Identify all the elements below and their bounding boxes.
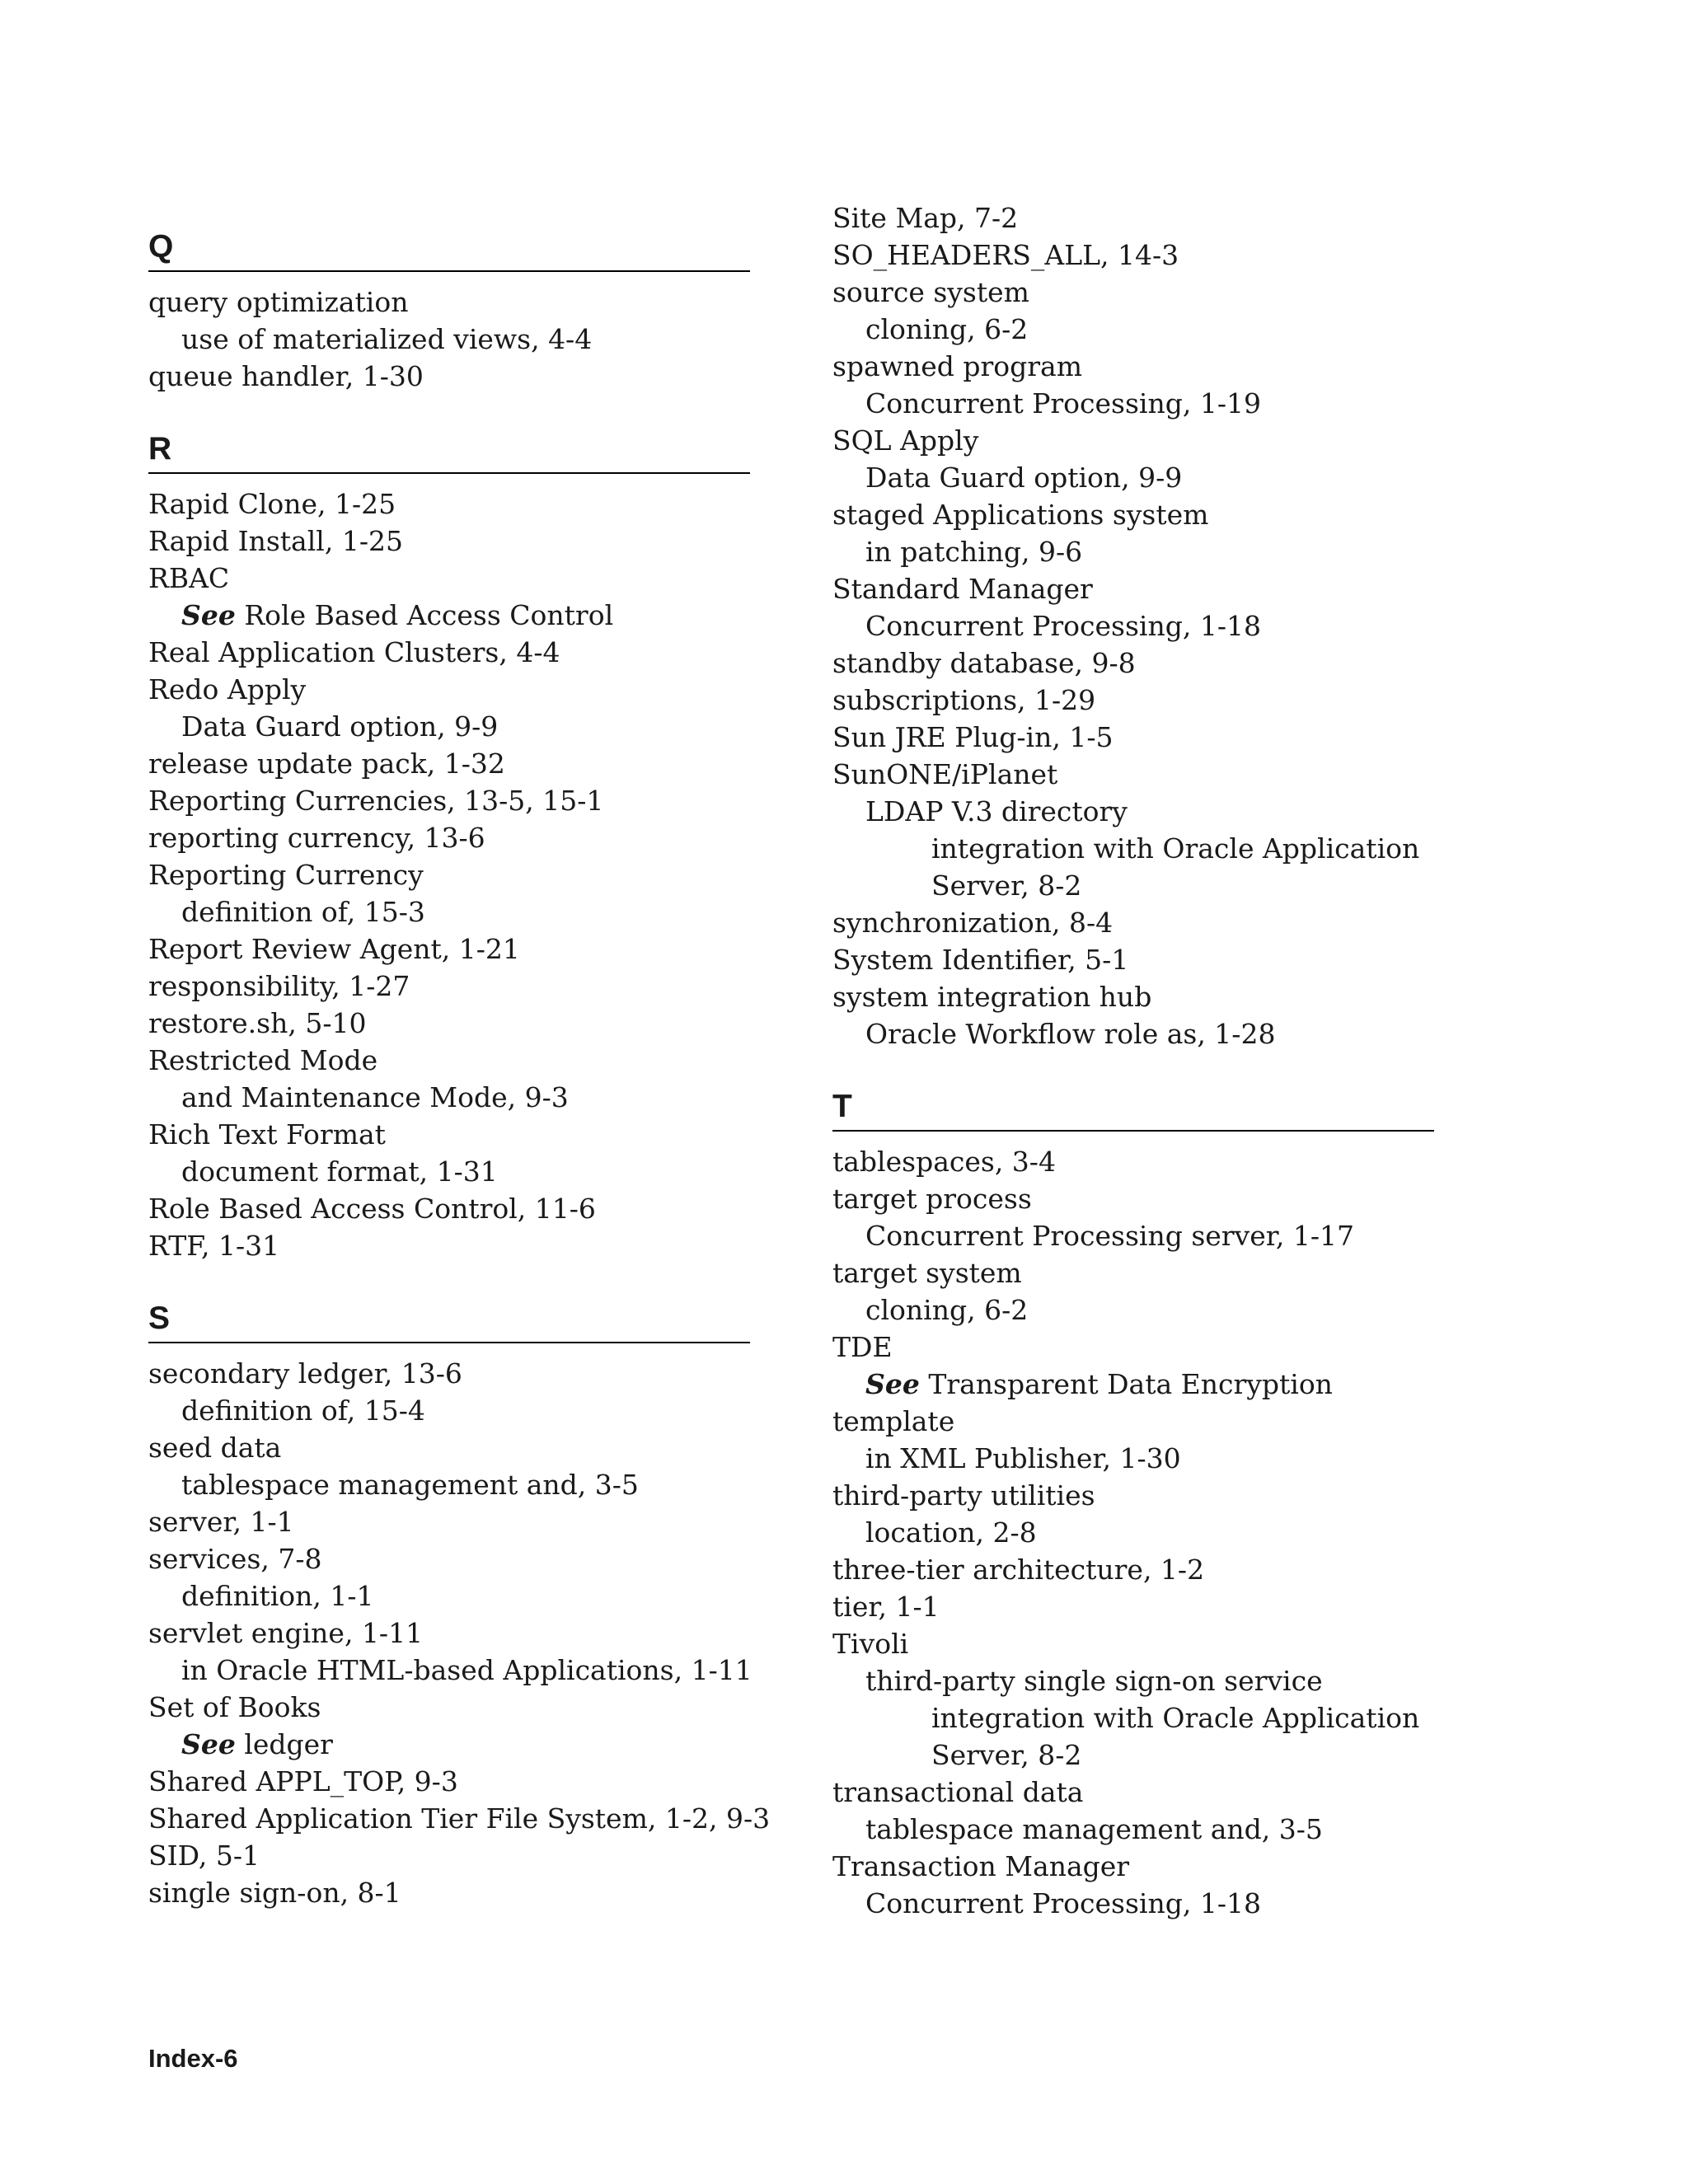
index-entry-text: Shared Application Tier File System, 1-2, 9-3	[148, 1802, 771, 1835]
index-entry-text: Concurrent Processing, 1-19	[865, 387, 1261, 419]
index-section	[148, 1301, 771, 1911]
index-entry	[832, 533, 1434, 570]
section-letter-heading: R	[148, 431, 750, 474]
index-entry	[832, 1885, 1434, 1922]
index-entry-text: spawned program	[832, 350, 1083, 382]
index-entry	[832, 1625, 1434, 1662]
index-entry	[832, 237, 1434, 274]
index-entry-text: Site Map, 7-2	[832, 202, 1019, 234]
index-entry-text: Shared APPL_TOP, 9-3	[148, 1765, 458, 1797]
index-entry-text: definition, 1-1	[181, 1580, 374, 1612]
index-entry	[148, 1429, 750, 1466]
index-entry-text: LDAP V.3 directory	[865, 795, 1128, 827]
index-entry-text: Tivoli	[832, 1628, 909, 1660]
index-section	[832, 1089, 1434, 1922]
index-entry	[148, 560, 750, 597]
index-entry-text: synchronization, 8-4	[832, 907, 1114, 939]
index-entry	[148, 1005, 750, 1042]
index-entry	[148, 1190, 750, 1227]
index-entry-text: Rich Text Format	[148, 1118, 386, 1151]
index-entry	[148, 597, 750, 634]
index-entry-text: and Maintenance Mode, 9-3	[181, 1081, 569, 1113]
index-entry	[832, 941, 1434, 978]
index-entry-text: cloning, 6-2	[865, 313, 1029, 345]
index-entry-text: Concurrent Processing, 1-18	[865, 610, 1261, 642]
index-entry-text: target system	[832, 1257, 1022, 1289]
index-entry-text: restore.sh, 5-10	[148, 1007, 367, 1039]
index-entry	[832, 1811, 1434, 1848]
index-entry	[148, 1042, 750, 1079]
index-entry-text: source system	[832, 276, 1029, 308]
index-section	[148, 229, 750, 395]
index-entry-text: Restricted Mode	[148, 1044, 378, 1076]
index-entry-text: definition of, 15-3	[181, 896, 425, 928]
index-column-right	[832, 199, 1434, 1922]
index-entry-text: Server, 8-2	[931, 869, 1082, 902]
index-entry	[148, 1689, 750, 1726]
index-entry	[832, 756, 1434, 793]
index-entry	[832, 1736, 1434, 1774]
index-entry	[832, 1551, 1434, 1588]
index-entry-text: Server, 8-2	[931, 1739, 1082, 1771]
index-entry-text: Standard Manager	[832, 573, 1093, 605]
index-entry	[832, 1662, 1434, 1699]
index-entry-text: query optimization	[148, 286, 409, 318]
index-entry-text: in patching, 9-6	[865, 536, 1083, 568]
index-entry	[832, 274, 1434, 311]
index-entry	[148, 358, 750, 395]
index-entry-text: target process	[832, 1183, 1032, 1215]
index-entry-text: Data Guard option, 9-9	[181, 710, 499, 743]
see-reference-label: See	[865, 1368, 920, 1400]
index-entry-text: Reporting Currency	[148, 859, 424, 891]
index-entry	[832, 348, 1434, 385]
index-entry-text: Rapid Install, 1-25	[148, 525, 403, 557]
index-entry-text: SO_HEADERS_ALL, 14-3	[832, 239, 1179, 271]
index-entry	[832, 1366, 1434, 1403]
index-entry-text: in Oracle HTML-based Applications, 1-11	[181, 1654, 753, 1686]
index-entry-text: Role Based Access Control, 11-6	[148, 1193, 596, 1225]
index-entry-text: template	[832, 1405, 955, 1437]
index-entry	[832, 904, 1434, 941]
index-entry-text: servlet engine, 1-11	[148, 1617, 424, 1649]
index-entry	[148, 708, 750, 745]
index-entry	[148, 1615, 750, 1652]
index-entry-text: TDE	[832, 1331, 893, 1363]
index-entry	[832, 867, 1434, 904]
index-entry-text: RBAC	[148, 562, 230, 594]
section-letter-heading: T	[832, 1089, 1434, 1132]
index-entry-text: use of materialized views, 4-4	[181, 323, 593, 355]
index-entry	[148, 1874, 750, 1911]
index-entry	[148, 1837, 750, 1874]
index-entry	[148, 893, 750, 930]
section-letter-heading: S	[148, 1301, 750, 1343]
index-entry-text: SunONE/iPlanet	[832, 758, 1058, 790]
index-entry	[148, 745, 750, 782]
index-entry-text: reporting currency, 13-6	[148, 822, 485, 854]
index-entry	[832, 607, 1434, 644]
index-entry-text: services, 7-8	[148, 1543, 322, 1575]
index-entry	[832, 793, 1434, 830]
index-entry	[832, 978, 1434, 1015]
see-reference-label: See	[181, 1728, 236, 1760]
index-entry-text: System Identifier, 5-1	[832, 944, 1129, 976]
index-entry	[832, 1217, 1434, 1254]
index-entry-text: integration with Oracle Application	[931, 832, 1420, 865]
index-entry-text: document format, 1-31	[181, 1155, 498, 1188]
index-entry	[148, 968, 750, 1005]
index-entry	[832, 570, 1434, 607]
index-entry-text: transactional data	[832, 1776, 1084, 1808]
index-entry-text: queue handler, 1-30	[148, 360, 424, 392]
index-entry-text: Oracle Workflow role as, 1-28	[865, 1018, 1276, 1050]
index-section	[148, 431, 750, 1264]
index-entry	[832, 385, 1434, 422]
index-entry-text: staged Applications system	[832, 499, 1209, 531]
index-entry-text: standby database, 9-8	[832, 647, 1136, 679]
index-entry	[832, 496, 1434, 533]
index-entry	[148, 1577, 750, 1615]
index-entry	[148, 1800, 771, 1837]
index-entry-text: secondary ledger, 13-6	[148, 1357, 462, 1390]
index-entry	[832, 1848, 1434, 1885]
index-entry	[832, 311, 1434, 348]
index-entry	[148, 1540, 750, 1577]
index-entry	[148, 284, 750, 321]
index-entry	[148, 671, 750, 708]
index-entry-text: RTF, 1-31	[148, 1230, 280, 1262]
index-entry	[148, 1116, 750, 1153]
index-entry	[148, 1355, 750, 1392]
index-entry	[832, 422, 1434, 459]
index-entry-text: Transparent Data Encryption	[919, 1368, 1333, 1400]
index-entry	[832, 199, 1434, 237]
index-entry-text: release update pack, 1-32	[148, 748, 505, 780]
index-entry-text: definition of, 15-4	[181, 1394, 425, 1427]
index-entry	[832, 644, 1434, 682]
index-entry-text: tablespace management and, 3-5	[181, 1469, 639, 1501]
index-entry	[148, 1652, 753, 1689]
index-entry	[148, 634, 750, 671]
index-entry	[148, 930, 750, 968]
page-footer: Index-6	[148, 2044, 238, 2073]
index-entry-text: integration with Oracle Application	[931, 1702, 1420, 1734]
index-entry-text: third-party utilities	[832, 1479, 1095, 1511]
index-entry-text: Rapid Clone, 1-25	[148, 488, 396, 520]
index-entry-text: tablespaces, 3-4	[832, 1146, 1056, 1178]
index-entry	[148, 1079, 750, 1116]
index-entry-text: Reporting Currencies, 13-5, 15-1	[148, 785, 604, 817]
index-entry-text: Set of Books	[148, 1691, 321, 1723]
index-entry-text: third-party single sign-on service	[865, 1665, 1323, 1697]
index-entry-text: SQL Apply	[832, 424, 979, 457]
index-entry-text: Sun JRE Plug-in, 1-5	[832, 721, 1114, 753]
index-entry-text: Transaction Manager	[832, 1850, 1130, 1882]
index-entry	[148, 321, 750, 358]
index-entry	[832, 1403, 1434, 1440]
index-entry	[832, 459, 1434, 496]
see-reference-label: See	[181, 599, 236, 631]
index-entry-text: server, 1-1	[148, 1506, 294, 1538]
index-entry	[832, 1440, 1434, 1477]
index-entry	[148, 1392, 750, 1429]
index-entry-text: three-tier architecture, 1-2	[832, 1554, 1205, 1586]
index-entry	[832, 1699, 1434, 1736]
index-entry-text: single sign-on, 8-1	[148, 1877, 401, 1909]
index-entry	[832, 682, 1434, 719]
index-entry	[832, 830, 1434, 867]
index-entry	[148, 485, 750, 523]
index-entry-text: in XML Publisher, 1-30	[865, 1442, 1181, 1474]
index-entry-text: Role Based Access Control	[235, 599, 614, 631]
index-section	[832, 199, 1434, 1052]
index-entry	[148, 819, 750, 856]
index-entry-text: cloning, 6-2	[865, 1294, 1029, 1326]
index-entry-text: system integration hub	[832, 981, 1152, 1013]
index-entry-text: seed data	[148, 1432, 282, 1464]
index-entry	[148, 856, 750, 893]
index-entry	[148, 1227, 750, 1264]
index-entry	[832, 1477, 1434, 1514]
index-entry	[148, 1503, 750, 1540]
section-letter-heading: Q	[148, 229, 750, 272]
index-entry-text: tablespace management and, 3-5	[865, 1813, 1323, 1845]
index-entry-text: Data Guard option, 9-9	[865, 462, 1183, 494]
index-entry-text: Report Review Agent, 1-21	[148, 933, 520, 965]
index-entry	[148, 1153, 750, 1190]
index-entry-text: responsibility, 1-27	[148, 970, 410, 1002]
index-entry	[832, 1329, 1434, 1366]
index-entry	[832, 1514, 1434, 1551]
index-entry-text: Real Application Clusters, 4-4	[148, 636, 560, 668]
index-entry-text: location, 2-8	[865, 1516, 1037, 1549]
index-entry	[148, 782, 750, 819]
index-entry	[832, 719, 1434, 756]
index-entry	[148, 523, 750, 560]
index-entry	[148, 1726, 750, 1763]
index-entry	[148, 1466, 750, 1503]
index-entry-text: SID, 5-1	[148, 1840, 260, 1872]
index-entry-text: Redo Apply	[148, 673, 307, 705]
index-entry	[832, 1774, 1434, 1811]
index-entry	[148, 1763, 750, 1800]
index-column-left	[148, 229, 771, 1911]
index-entry	[832, 1143, 1434, 1180]
index-entry-text: tier, 1-1	[832, 1591, 940, 1623]
index-entry-text: Concurrent Processing, 1-18	[865, 1887, 1261, 1919]
index-entry	[832, 1254, 1434, 1291]
index-entry-text: Concurrent Processing server, 1-17	[865, 1220, 1355, 1252]
index-entry	[832, 1291, 1434, 1329]
index-entry-text: subscriptions, 1-29	[832, 684, 1096, 716]
index-entry	[832, 1015, 1434, 1052]
index-entry-text: ledger	[235, 1728, 333, 1760]
index-entry	[832, 1180, 1434, 1217]
index-entry	[832, 1588, 1434, 1625]
